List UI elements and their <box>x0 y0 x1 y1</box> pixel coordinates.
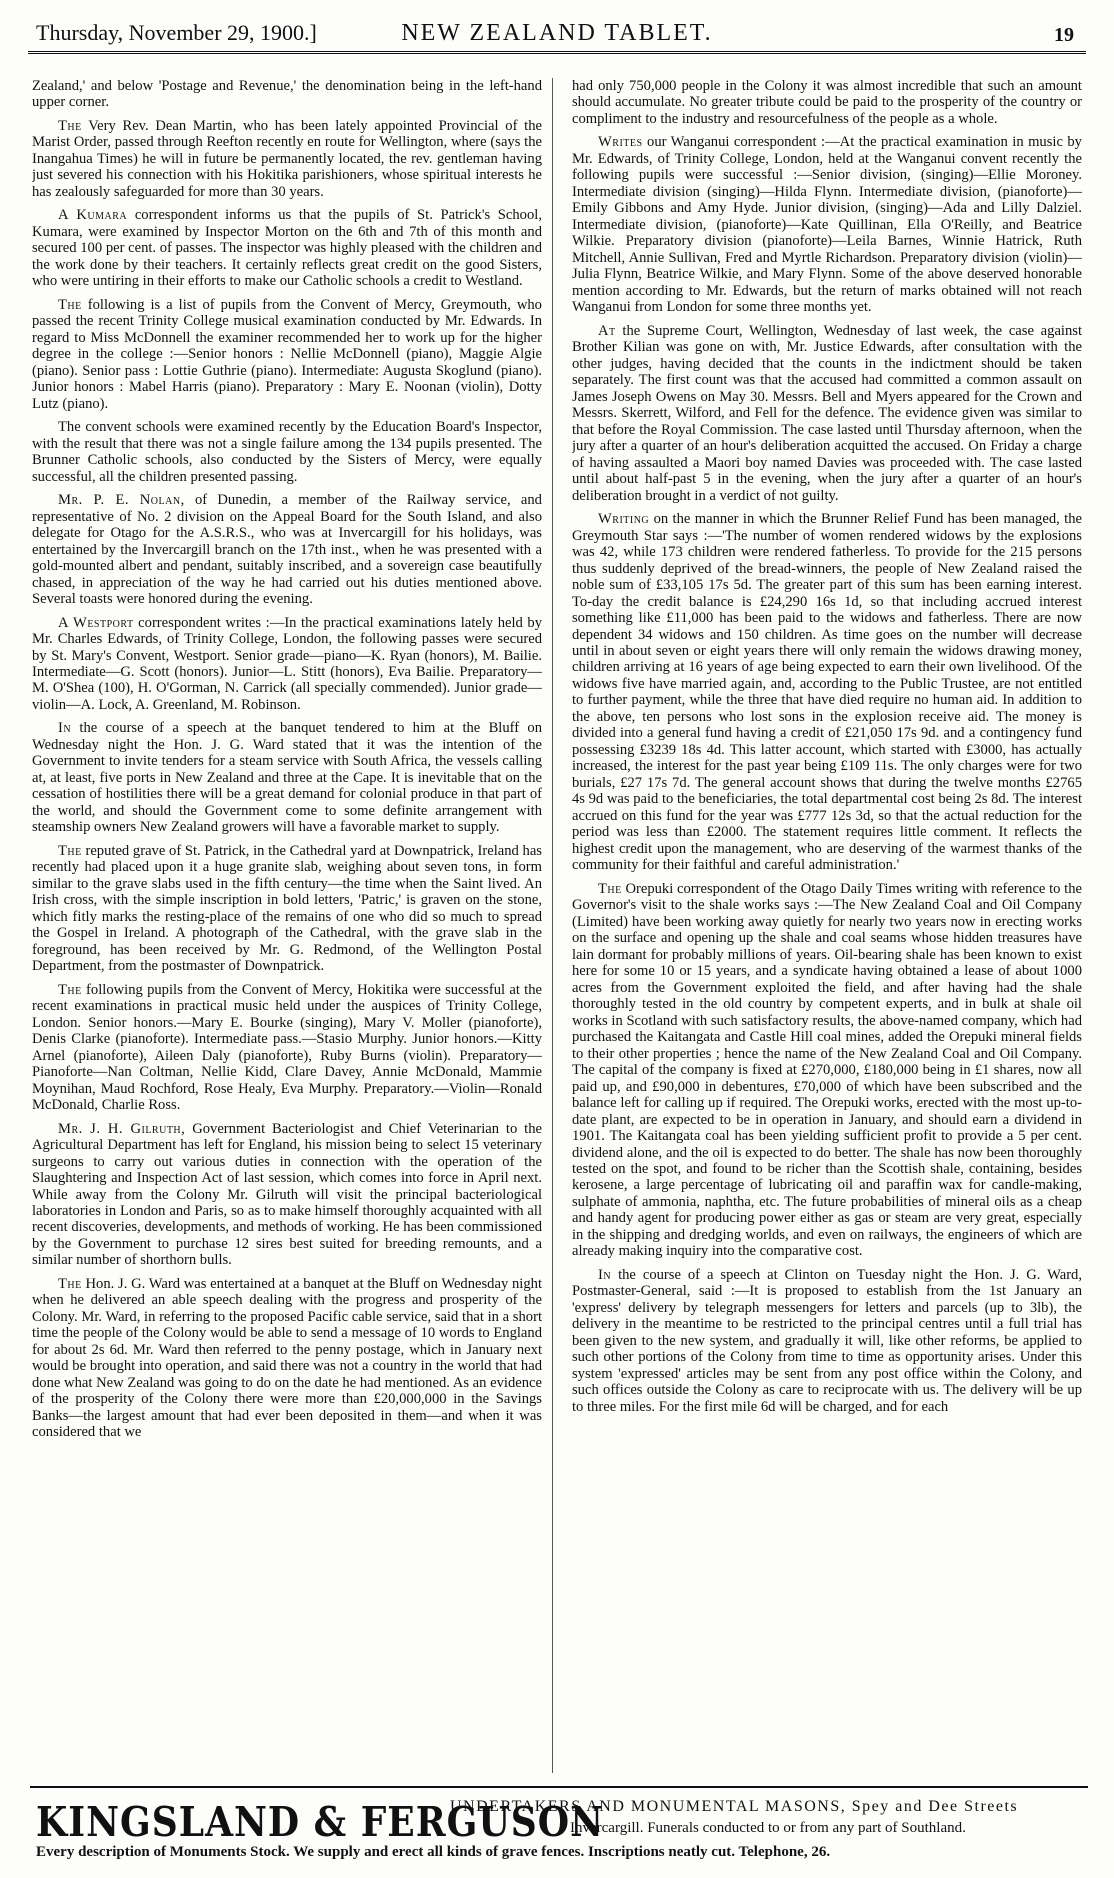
paragraph-text: Very Rev. Dean Martin, who has been lately appointed Provincial of the Marist Order, passed through Reefton recently en route for Wellington, where (says the Inangahua Times) he will in future be permanently located, the rev. gentleman having just severed his connection with his Hokitika parishioners, whose spiritual interests he has zealously safeguarded for more than 30 years. <box>32 117 542 200</box>
paragraph-text: reputed grave of St. Patrick, in the Cathedral yard at Downpatrick, Ireland has recently had placed upon it a huge granite slab, weighing about seven tons, in form similar to the grave slabs used in the fifth century—the time when the Saint lived. An Irish cross, with the simple inscription in bold letters, 'Patric,' is graven on the stone, which fitly marks the resting-place of the remains of one who did so much to spread the Gospel in Ireland. A photograph of the Cathedral, with the grave slab in the foreground, has been received by Mr. G. Redmond, of the Wellington Postal Department, from the postmaster of Downpatrick. <box>32 842 542 975</box>
article-paragraph <box>32 492 542 607</box>
paragraph-text: Orepuki correspondent of the Otago Daily Times writing with reference to the Governor's visit to the shale works says :—The New Zealand Coal and Oil Company (Limited) have been working away quietly for nearly two years now in erecting works on the surface and opening up the shale and coal seams whose hidden treasures have lain dormant for probably millions of years. Oil-bearing shale has been known to exist here for some 10 or 15 years, and a syndicate having obtained a lease of about 1000 acres from the Government exploited the field, and after having had the shale thoroughly tested in the old country by competent experts, and in bulk at shale oil works in Scotland with such satisfactory results, the above-named company, which had purchased the Kaitangata and Castle Hill coal mines, added the Orepuki mineral fields to their other properties ; hence the name of the New Zealand Coal and Oil Company. The capital of the company is fixed at £270,000, £180,000 being in £1 shares, now all paid up, and £90,000 in debentures, £70,000 of which have been subscribed and the balance left for calling up if required. The Orepuki works, erected with the most up-to-date plant, are expected to be in operation in January, and should earn a dividend in 1901. The Kaitangata coal has been yielding sufficient profit to provide a 5 per cent. dividend alone, and the oil is expected to do better. The shale has now been thoroughly tested on the spot, and found to be richer than the Scottish shale, containing, besides kerosene, a large percentage of lubricating oil and paraffin wax for candle-making, sulphate of ammonia, naphtha, etc. The future probabilities of mineral oils as a cheap and handy agent for producing power either as gas or steam are very great, especially in the shipping and dredging worlds, and even on railways, the engineers of which are already making inquiry into the comparative cost. <box>572 880 1082 1260</box>
paragraph-text: Zealand,' and below 'Postage and Revenue,' the denomination being in the left-hand upper corner. <box>32 78 542 111</box>
paragraph-lead: Mr. P. E. Nolan, <box>58 492 185 509</box>
paragraph-text: following pupils from the Convent of Mercy, Hokitika were successful at the recent examinations in practical music held under the auspices of Trinity College, London. Senior honors.—Mary E. Bourke (singing), Mary V. Moller (pianoforte), Denis Clarke (pianoforte). Intermediate pass.—Stasio Murphy. Junior honors.—Kitty Arnel (pianoforte), Aileen Daly (pianoforte), Ruby Burns (violin). Preparatory—Pianoforte—Nan Coltman, Nellie Kidd, Clare Davey, Annie McDonald, Mammie Moynihan, Maud Rochford, Rose Healy, Eva Murphy. Preparatory.—Violin—Ronald McDonald, Charlie Ross. <box>32 981 542 1114</box>
article-paragraph <box>32 720 542 835</box>
paragraph-text: the Supreme Court, Wellington, Wednesday of last week, the case against Brother Kilian was gone on with, Mr. Justice Edwards, after consultation with the other judges, having decided that the counts in the indictment should be taken separately. The first count was that the accused had committed a common assault on James Joseph Owens on May 30. Messrs. Bell and Myers appeared for the Crown and Messrs. Skerrett, Wilford, and Fell for the defence. The evidence given was similar to that before the Royal Commission. The case lasted until Thursday afternoon, when the jury after a quarter of an hour's deliberation acquitted the accused. On Friday a charge of having assaulted a Maori boy named Davies was proceeded with. The case lasted until about half-past 5 in the evening, when the jury after a quarter of an hour's deliberation brought in a verdict of not guilty. <box>572 322 1082 504</box>
paragraph-lead: The <box>58 842 82 859</box>
paragraph-lead: Writing <box>598 511 650 528</box>
paragraph-lead: The <box>58 1275 82 1292</box>
masthead <box>28 14 1086 54</box>
issue-date: Thursday, November 29, 1900.] <box>36 20 317 45</box>
paragraph-text: Government Bacteriologist and Chief Veterinarian to the Agricultural Department has left for England, his mission being to select 15 veterinary surgeons to carry out various duties in connection with the operation of the Slaughtering and Inspection Act of last session, which comes into force in April next. While away from the Colony Mr. Gilruth will visit the principal bacteriological laboratories in London and Paris, so as to make himself thoroughly acquainted with all recent discoveries, developments, and methods of working. He has been commissioned by the Government to purchase 12 sires best suited for breeding remounts, and a similar number of shorthorn bulls. <box>32 1120 542 1269</box>
left-column <box>32 78 542 1773</box>
paragraph-lead: A Westport <box>58 614 134 631</box>
paragraph-text: our Wanganui correspondent :—At the practical examination in music by Mr. Edwards, of Trinity College, London, held at the Wanganui convent recently the following pupils were successful :—Senior division, (singing)—Ellie Moroney. Intermediate division (singing)—Hilda Flynn. Intermediate division, (pianoforte)—Emily Gibbons and Amy Hyde. Junior division, (singing)—Ada and Lilly Dalziel. Intermediate division, (pianoforte)—Kate Quillinan, Ella O'Reilly, and Beatrice Wilkie. Preparatory division (pianoforte)—Leila Barnes, Winnie Hatrick, Ruth Mitchell, Annie Sullivan, Fred and Myrtle Richardson. Preparatory division (violin)—Julia Flynn, Beatrice Wilkie, and Mary Flynn. Some of the above deserved honorable mention according to Mr. Edwards, but the return of marks obtained will not reach Wanganui from London for some three months yet. <box>572 134 1082 316</box>
paragraph-lead: At <box>598 322 616 339</box>
paragraph-text: following is a list of pupils from the Convent of Mercy, Greymouth, who passed the recent Trinity College musical examination conducted by Mr. Edwards. In regard to Miss McDonnell the examiner recommended her to work up for the higher degree in the college :—Senior honors : Nellie McDonnell (piano), Maggie Algie (piano). Senior pass : Lottie Guthrie (piano). Intermediate: Augusta Skoglund (piano). Junior honors : Mabel Harris (piano). Preparatory : Mary E. Noonan (violin), Dotty Lutz (piano). <box>32 296 542 412</box>
article-paragraph <box>32 78 542 111</box>
paragraph-text: Hon. J. G. Ward was entertained at a banquet at the Bluff on Wednesday night when he delivered an able speech dealing with the progress and prosperity of the Colony. Mr. Ward, in referring to the proposed Pacific cable service, said that in a short time the people of the Colony would be able to send a message of 10 words to England for about 2s 6d. Mr. Ward then referred to the penny postage, which in January next would be brought into operation, and said there was not a country in the world that had done what New Zealand was going to do on the date he had mentioned. As an evidence of the prosperity of the Colony there were more than £20,000,000 in the Savings Banks—the largest amount that had ever been deposited in them—and when it was considered that we <box>32 1275 542 1441</box>
article-paragraph <box>572 511 1082 874</box>
ad-firm-name: KINGSLAND & FERGUSON <box>36 1798 605 1847</box>
article-paragraph <box>32 1276 542 1441</box>
paragraph-lead: In <box>598 1266 612 1283</box>
article-paragraph <box>32 1121 542 1269</box>
paragraph-lead: Writes <box>598 134 643 151</box>
page-number: 19 <box>1054 24 1074 46</box>
article-paragraph <box>572 323 1082 504</box>
article-paragraph <box>32 118 542 200</box>
paragraph-lead: The <box>58 296 82 313</box>
paragraph-text: the course of a speech at the banquet tendered to him at the Bluff on Wednesday night the Hon. J. G. Ward stated that it was the intention of the Government to invite tenders for a steam service with South Africa, the vessels calling at, at least, five ports in New Zealand and three at the Cape. It is inevitable that on the cessation of hostilities there will be a great demand for colonial produce in that part of the world, and should the Government come to some definite arrangement with steamship owners New Zealand growers will have a favorable market to supply. <box>32 720 542 836</box>
ad-services: UNDERTAKERS AND MONUMENTAL MASONS, Spey and Dee Streets <box>450 1798 1019 1815</box>
paragraph-text: correspondent informs us that the pupils of St. Patrick's School, Kumara, were examined by Inspector Morton on the 6th and 7th of this month and secured 100 per cent. of passes. The inspector was highly pleased with the children and the work done by their teachers. It certainly reflects great credit on the good Sisters, who were untiring in their efforts to make our Catholic schools a credit to Westland. <box>32 207 542 290</box>
article-paragraph <box>32 419 542 485</box>
article-paragraph <box>572 1267 1082 1415</box>
article-paragraph <box>32 207 542 289</box>
column-divider <box>552 78 553 1773</box>
paragraph-text: had only 750,000 people in the Colony it was almost incredible that such an amount should accumulate. No greater tribute could be paid to the prosperity of the country or compliment to the industry and resourcefulness of the people as a whole. <box>572 78 1082 127</box>
paragraph-text: The convent schools were examined recently by the Education Board's Inspector, with the result that there was not a single failure among the 134 pupils presented. The Brunner Catholic schools, also conducted by the Sisters of Mercy, were equally successful, all the children presented passing. <box>32 419 542 485</box>
article-paragraph <box>572 134 1082 315</box>
ad-details: Every description of Monuments Stock. We supply and erect all kinds of grave fences. Inscriptions neatly cut. Telephone, 26. <box>36 1844 831 1860</box>
article-paragraph <box>32 297 542 412</box>
paragraph-lead: The <box>598 880 622 897</box>
paragraph-lead: The <box>58 981 82 998</box>
paragraph-lead: A Kumara <box>58 207 128 224</box>
paragraph-text: of Dunedin, a member of the Railway service, and representative of No. 2 division on the Appeal Board for the South Island, and also delegate for Otago for the A.S.R.S., who was at Invercargill for his holidays, was entertained by the Invercargill branch on the 17th inst., when he was presented with a gold-mounted albert and pendant, suitably inscribed, and a sovereign case beautifully chased, in appreciation of the way he had carried out his duties mentioned above. Several toasts were honored during the evening. <box>32 492 542 608</box>
article-paragraph <box>572 881 1082 1260</box>
paragraph-text: on the manner in which the Brunner Relief Fund has been managed, the Greymouth Star says :—'The number of women rendered widows by the explosions was 42, while 173 children were rendered fatherless. To provide for the 215 persons thus suddenly deprived of the bread-winners, the people of New Zealand raised the noble sum of £33,105 17s 5d. The greater part of this sum has been earning interest. To-day the credit balance is £24,290 16s 1d, so that including accrued interest something like £11,000 has been paid to the widows and fatherless. There are now dependent 34 widows and 150 children. As time goes on the number will decrease until in about seven or eight years there will only remain the widows drawing money, children arriving at 16 years of age being expected to earn their own livelihood. Of the widows five have married again, and, according to the Public Trustee, are not entitled to further payment, while the three that have died require no human aid. In addition to the above, ten persons who lost sons in the explosion receive aid. The money is divided into a general fund having a credit of £21,050 17s 9d. and a contingency fund possessing £3239 18s 4d. This latter account, which started with £3000, has actually increased, the interest for the past year being £109 11s. The only charges were for two burials, £27 17s 7d. The general account shows that during the twelve months £2765 4s 9d was paid to the beneficiaries, the total departmental cost being 2s 8d. The interest accrued on this fund for the year was £777 12s 3d, so that the actual reduction for the period was less than £2000. The statement requires little comment. It reflects the highest credit upon the management, who are deserving of the warmest thanks of the community for their faithful and careful administration.' <box>572 511 1082 874</box>
publication-title: NEW ZEALAND TABLET. <box>401 20 713 46</box>
paragraph-text: the course of a speech at Clinton on Tuesday night the Hon. J. G. Ward, Postmaster-General, said :—It is proposed to establish from the 1st January an 'express' delivery by telegraph messengers for letters and parcels (up to 3lb), the delivery in the meantime to be restricted to the principal centres until a full trial has been given to the new system, and gradually it will, like other reforms, be applied to such other portions of the Colony from time to time as opportunity arises. Under this system 'expressed' articles may be sent from any post office within the Colony, and such offices outside the Colony as care to reciprocate with us. The delivery will be up to three miles. For the first mile 6d will be charged, and for each <box>572 1266 1082 1415</box>
paragraph-text: correspondent writes :—In the practical examinations lately held by Mr. Charles Edwards, of Trinity College, London, the following passes were secured by St. Mary's Convent, Westport. Senior grade—piano—K. Ryan (honors), M. Bailie. Intermediate—G. Scott (honors). Junior—L. Stitt (honors), Eva Bailie. Preparatory—M. O'Shea (100), H. O'Gorman, N. Carrick (all specially commended). Junior grade—violin—A. Lock, A. Greenland, M. Robinson. <box>32 614 542 713</box>
paragraph-lead: Mr. J. H. Gilruth, <box>58 1120 186 1137</box>
article-paragraph <box>32 615 542 714</box>
ad-location: Invercargill. Funerals conducted to or from any part of Southland. <box>570 1820 966 1836</box>
article-paragraph <box>32 843 542 975</box>
right-column <box>572 78 1082 1773</box>
paragraph-lead: In <box>58 720 72 737</box>
article-paragraph <box>572 78 1082 127</box>
advertisement <box>30 1786 1088 1866</box>
paragraph-lead: The <box>58 117 82 134</box>
article-paragraph <box>32 982 542 1114</box>
